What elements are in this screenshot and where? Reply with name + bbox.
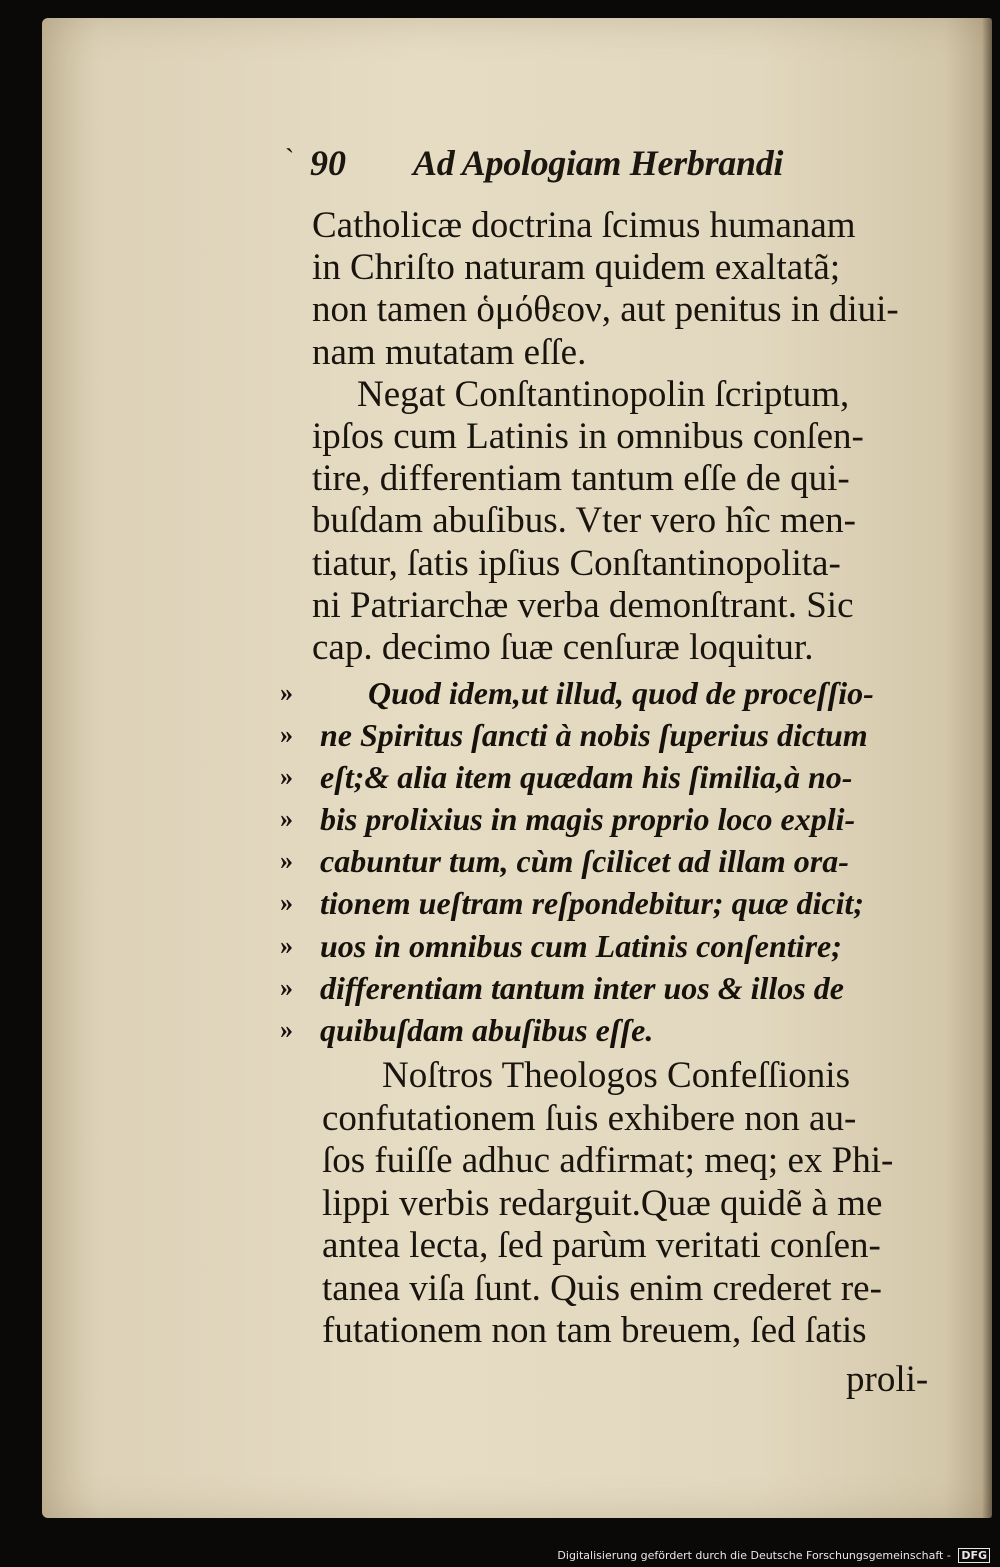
quote-text: differentiam tantum inter uos & illos de xyxy=(320,969,844,1006)
catchword: proli- xyxy=(846,1359,929,1400)
quote-text: ne Spiritus ſancti à nobis ſuperius dictum xyxy=(320,717,868,754)
text-line: Catholicæ doctrina ſcimus humanam xyxy=(312,205,856,246)
text-line: confutationem ſuis exhibere non au- xyxy=(322,1097,857,1139)
quote-mark: » xyxy=(280,762,293,792)
text-line: antea lecta, ſed parùm veritati conſen- xyxy=(322,1225,881,1266)
text-line: non tamen ὁμόθεον, aut penitus in diui- xyxy=(312,289,899,331)
quote-mark: » xyxy=(280,930,293,960)
footer-credit xyxy=(557,1548,990,1563)
quote-text: cabuntur tum, cùm ſcilicet ad illam ora- xyxy=(320,843,849,880)
quote-mark: » xyxy=(280,846,293,876)
text-line: ipſos cum Latinis in omnibus conſen- xyxy=(312,415,864,457)
quote-text: tionem ueſtram reſpondebitur; quæ dicit; xyxy=(320,885,864,922)
quote-line xyxy=(280,967,935,1009)
quote-mark: » xyxy=(280,804,293,834)
text-line: in Chriſto naturam quidem exaltatã; xyxy=(312,247,841,289)
text-line: cap. decimo ſuæ cenſuræ loquitur. xyxy=(312,626,814,668)
quote-mark: » xyxy=(280,888,293,918)
quote-line xyxy=(280,798,935,840)
page-number: 90 xyxy=(310,143,346,183)
header-mark: ˋ xyxy=(285,144,295,175)
dfg-logo: DFG xyxy=(958,1548,990,1563)
text-line: buſdam abuſibus. Vter vero hîc men- xyxy=(312,500,856,542)
quote-mark: » xyxy=(280,1014,293,1044)
text-line: Negat Conſtantinopolin ſcriptum, xyxy=(357,373,850,415)
quote-mark: » xyxy=(280,720,293,750)
text-line: tanea viſa ſunt. Quis enim crederet re- xyxy=(322,1267,882,1309)
text-line: lippi verbis redarguit.Quæ quidẽ à me xyxy=(322,1182,883,1224)
running-title: Ad Apologiam Herbrandi xyxy=(413,143,784,183)
quote-line xyxy=(280,756,935,798)
quote-mark: » xyxy=(280,678,293,707)
text-line: tiatur, ſatis ipſius Conſtantinopolita- xyxy=(312,542,841,584)
text-line: Noſtros Theologos Confeſſionis xyxy=(382,1055,850,1096)
quote-line xyxy=(280,1009,935,1051)
quote-line xyxy=(280,925,935,967)
quote-line xyxy=(280,714,935,756)
text-line: nam mutatam eſſe. xyxy=(312,331,587,373)
quotation-block xyxy=(280,672,935,1051)
footer-text: Digitalisierung gefördert durch die Deutsche Forschungsgemeinschaft - xyxy=(557,1549,951,1562)
text-line: futationem non tam breuem, ſed ſatis xyxy=(322,1310,867,1351)
quote-text: Quod idem,ut illud, quod de proceſſio- xyxy=(368,675,874,711)
text-line: ni Patriarchæ verba demonſtrant. Sic xyxy=(312,584,854,626)
page-edge-shadow xyxy=(982,18,992,1518)
paragraph-block-3 xyxy=(322,1055,934,1353)
quote-text: quibuſdam abuſibus eſſe. xyxy=(320,1011,654,1048)
quote-mark: » xyxy=(280,972,293,1002)
quote-line xyxy=(280,672,935,714)
paragraph-block-1 xyxy=(312,205,932,669)
quote-text: eſt;& alia item quædam his ſimilia,à no- xyxy=(320,759,853,796)
quote-text: bis prolixius in magis proprio loco expli- xyxy=(320,801,856,838)
page-header xyxy=(285,142,865,192)
quote-line xyxy=(280,840,935,882)
quote-text: uos in omnibus cum Latinis conſentire; xyxy=(320,927,842,964)
quote-line xyxy=(280,882,935,924)
text-line: ſos fuiſſe adhuc adfirmat; meq; ex Phi- xyxy=(322,1140,894,1181)
text-line: tire, differentiam tantum eſſe de qui- xyxy=(312,458,850,500)
